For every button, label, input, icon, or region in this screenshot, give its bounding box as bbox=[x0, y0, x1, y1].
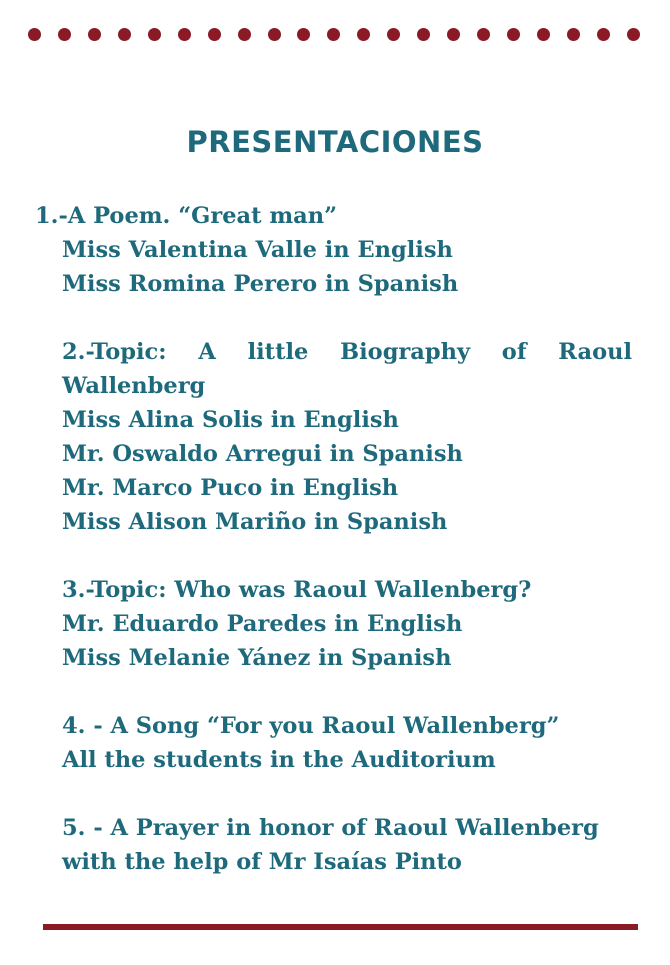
dot bbox=[507, 28, 520, 41]
item-line: Mr. Oswaldo Arregui in Spanish bbox=[62, 441, 463, 467]
dot bbox=[417, 28, 430, 41]
item-heading-continued: Wallenberg bbox=[62, 373, 206, 399]
dot bbox=[58, 28, 71, 41]
item-line: Mr. Eduardo Paredes in English bbox=[62, 611, 463, 637]
item-heading: 2.-Topic: A little Biography of Raoul bbox=[62, 339, 632, 365]
dot bbox=[297, 28, 310, 41]
program-item-2 bbox=[62, 335, 632, 539]
item-heading: 1.-A Poem. “Great man” bbox=[35, 203, 338, 229]
program-item-3 bbox=[62, 573, 632, 675]
dot bbox=[387, 28, 400, 41]
item-line: with the help of Mr Isaías Pinto bbox=[62, 849, 462, 875]
dot bbox=[178, 28, 191, 41]
item-line: Miss Alison Mariño in Spanish bbox=[62, 509, 448, 535]
dot bbox=[357, 28, 370, 41]
item-heading: 4. - A Song “For you Raoul Wallenberg” bbox=[62, 713, 560, 739]
program-item-5 bbox=[62, 811, 632, 879]
dot bbox=[327, 28, 340, 41]
dot bbox=[567, 28, 580, 41]
program-list bbox=[35, 199, 632, 913]
dot bbox=[148, 28, 161, 41]
item-heading: 3.-Topic: Who was Raoul Wallenberg? bbox=[62, 577, 532, 603]
item-line: Miss Valentina Valle in English bbox=[62, 237, 453, 263]
dotted-border-top bbox=[28, 27, 640, 41]
dot bbox=[627, 28, 640, 41]
dot bbox=[268, 28, 281, 41]
item-line: Miss Melanie Yánez in Spanish bbox=[62, 645, 452, 671]
dot bbox=[238, 28, 251, 41]
program-item-4 bbox=[62, 709, 632, 777]
item-line: Mr. Marco Puco in English bbox=[62, 475, 399, 501]
dot bbox=[537, 28, 550, 41]
dot bbox=[88, 28, 101, 41]
dot bbox=[28, 28, 41, 41]
item-line: Miss Romina Perero in Spanish bbox=[62, 271, 459, 297]
dot bbox=[447, 28, 460, 41]
dot bbox=[118, 28, 131, 41]
item-heading: 5. - A Prayer in honor of Raoul Wallenberg bbox=[62, 815, 599, 841]
program-item-1 bbox=[35, 199, 632, 301]
dot bbox=[597, 28, 610, 41]
item-line: Miss Alina Solis in English bbox=[62, 407, 399, 433]
page-title: PRESENTACIONES bbox=[186, 125, 484, 159]
dot bbox=[208, 28, 221, 41]
item-line: All the students in the Auditorium bbox=[62, 747, 496, 773]
dot bbox=[477, 28, 490, 41]
bottom-divider bbox=[43, 924, 638, 930]
